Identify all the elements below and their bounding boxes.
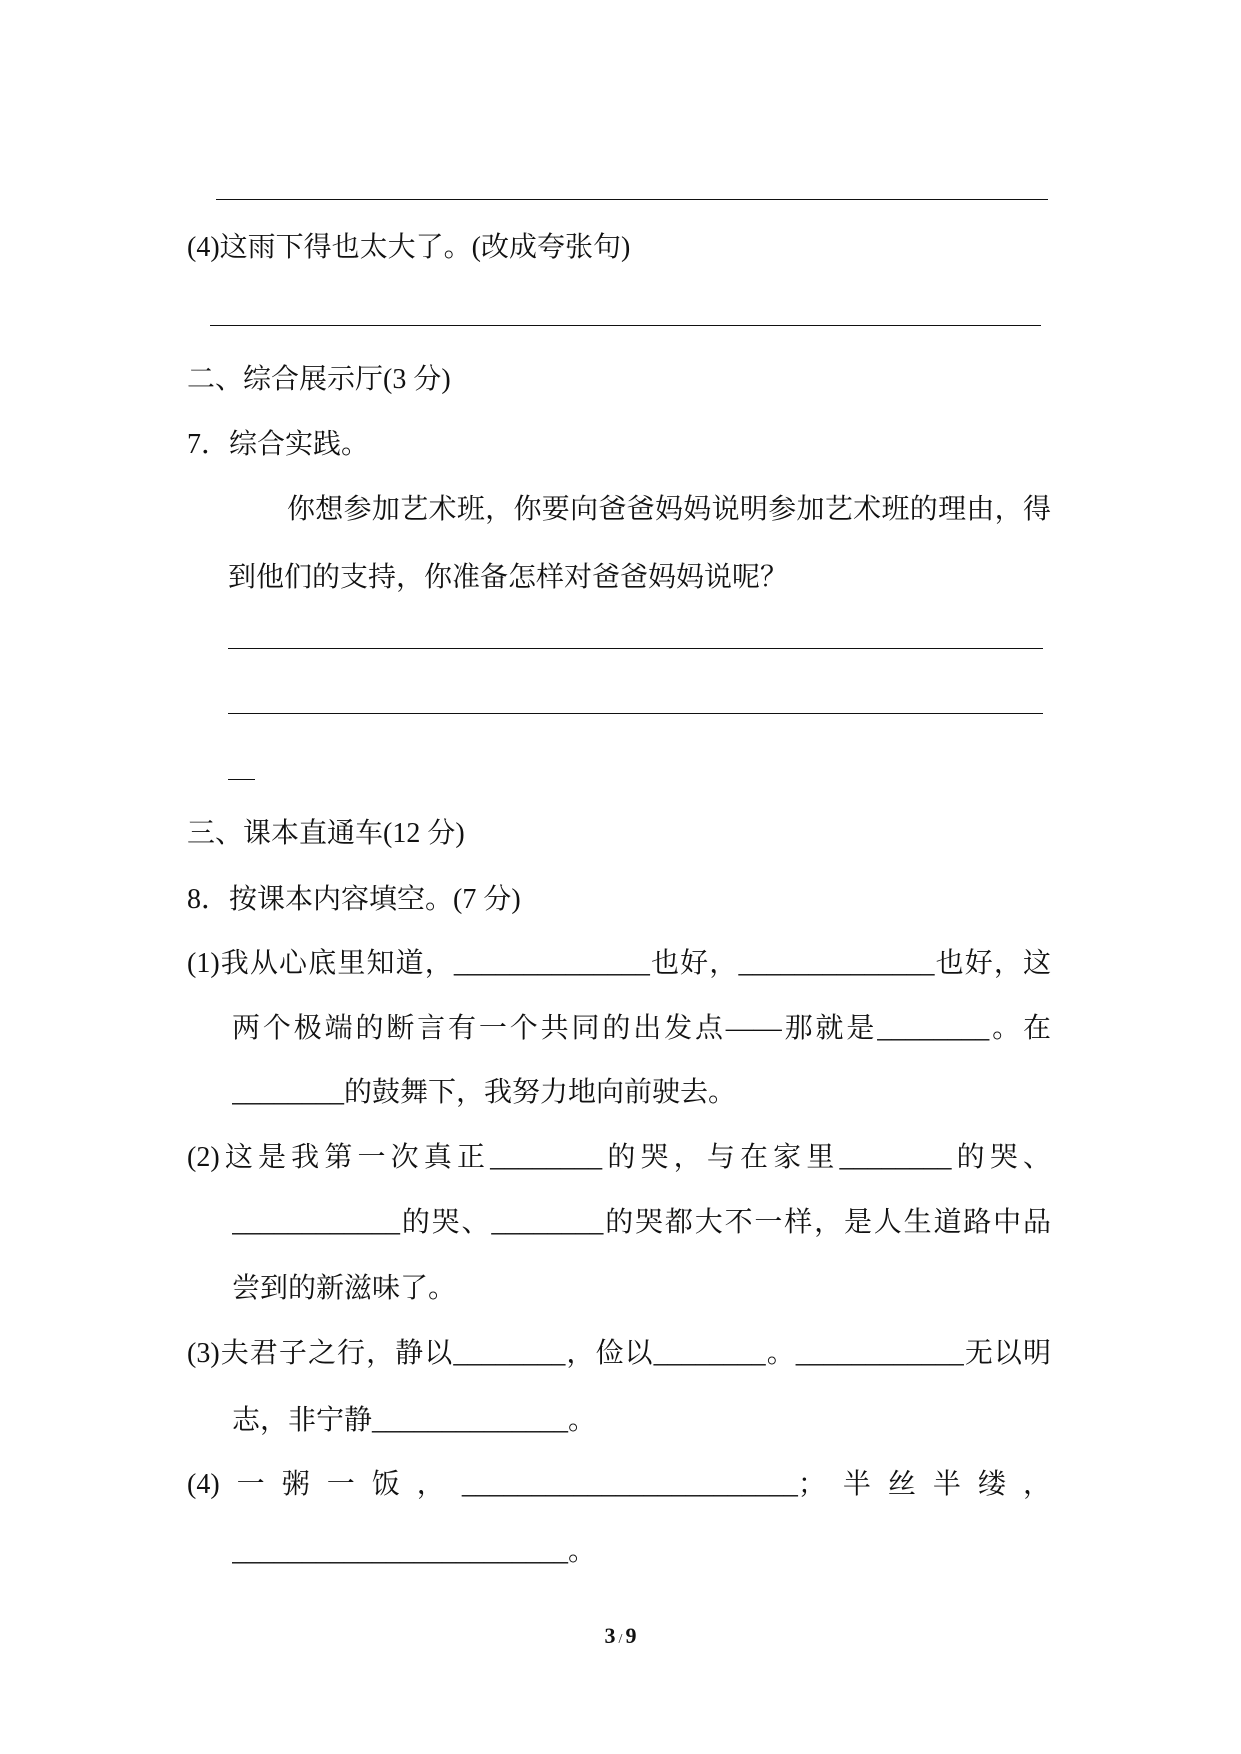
section-heading-3: 三、课本直通车(12 分) xyxy=(187,818,465,849)
fill-blank-line: ____________的哭、________的哭都大不一样，是人生道路中品 xyxy=(232,1207,1051,1238)
fill-blank-line: (1)我从心底里知道，______________也好，______________也好，这 xyxy=(187,948,1051,979)
question-8-title: 8．按课本内容填空。(7 分) xyxy=(187,884,521,915)
question-7-body-line: 到他们的支持，你准备怎样对爸爸妈妈说呢？ xyxy=(228,562,789,593)
page-number xyxy=(0,1616,1241,1656)
fill-blank-line: (3)夫君子之行，静以________，俭以________。____________无以明 xyxy=(187,1338,1051,1369)
page-total: 9 xyxy=(625,1623,637,1648)
rewrite-item-4-prompt: (4)这雨下得也太大了。(改成夸张句) xyxy=(187,232,631,263)
page-separator: / xyxy=(618,1632,623,1647)
answer-line xyxy=(228,713,1043,714)
fill-blank-line: 志，非宁静______________。 xyxy=(232,1405,597,1436)
fill-blank-line: (2)这是我第一次真正________的哭，与在家里________的哭、 xyxy=(187,1142,1051,1173)
fill-blank-line: 尝到的新滋味了。 xyxy=(232,1273,457,1304)
section-heading-2: 二、综合展示厅(3 分) xyxy=(187,364,451,395)
fill-blank-line: ________________________。 xyxy=(232,1536,597,1567)
fill-blank-line: (4)一粥一饭，________________________；半丝半缕， xyxy=(187,1469,1051,1500)
fill-blank-line: 两个极端的断言有一个共同的出发点——那就是________。在 xyxy=(232,1013,1051,1044)
answer-line-overflow xyxy=(228,779,255,780)
answer-line xyxy=(216,199,1048,200)
answer-line xyxy=(228,648,1043,649)
question-7-title: 7．综合实践。 xyxy=(187,429,370,460)
fill-blank-line: ________的鼓舞下，我努力地向前驶去。 xyxy=(232,1077,737,1108)
question-7-body-line: 你想参加艺术班，你要向爸爸妈妈说明参加艺术班的理由，得 xyxy=(287,494,1051,525)
page-current: 3 xyxy=(604,1623,616,1648)
answer-line xyxy=(210,325,1041,326)
